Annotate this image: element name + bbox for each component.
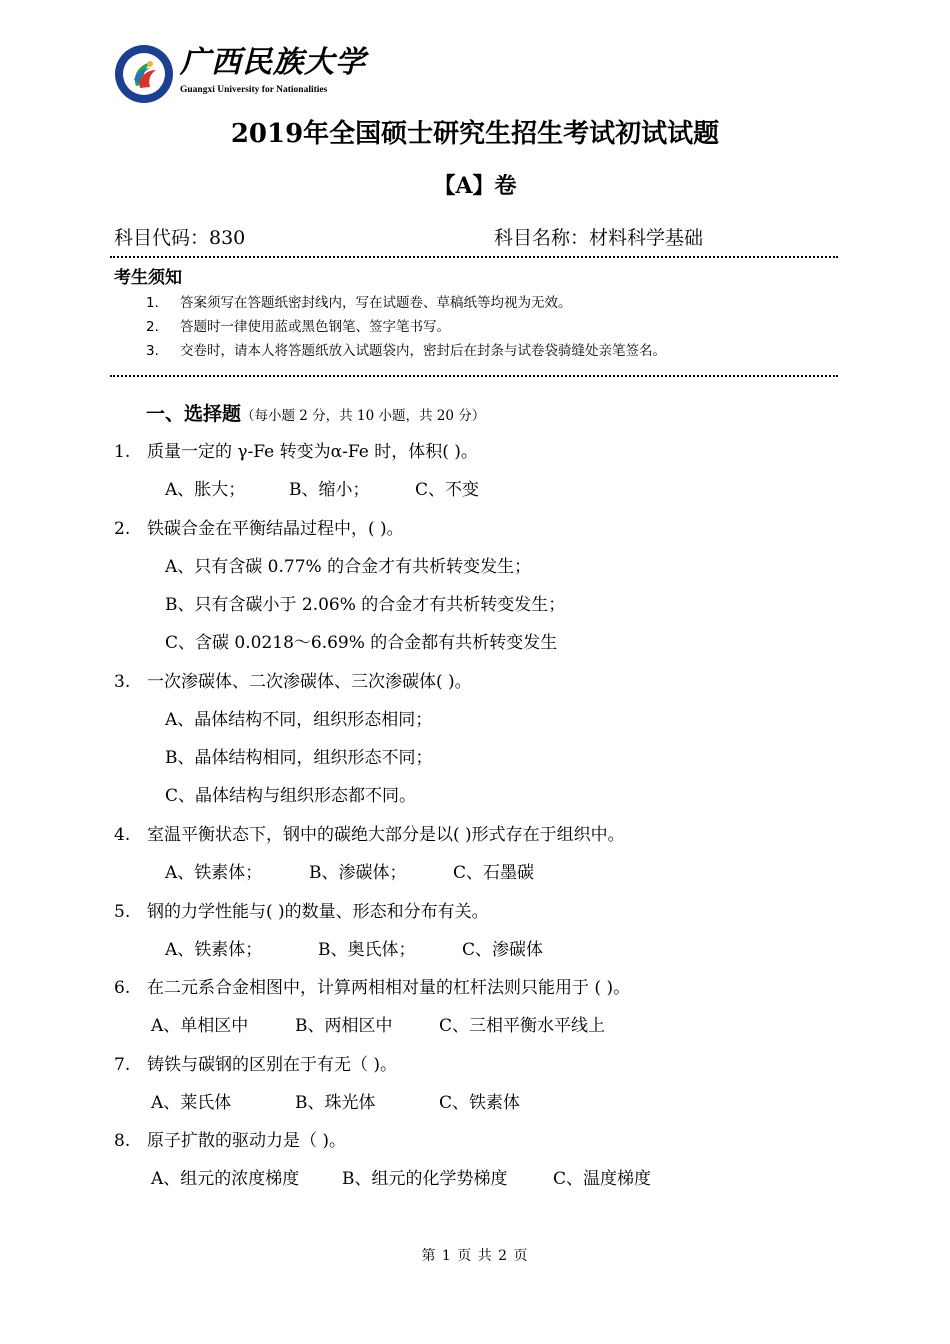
section-heading xyxy=(146,400,485,430)
option: C、石墨碳 xyxy=(453,863,535,883)
options-row xyxy=(151,1166,651,1192)
question-text: 质量一定的 γ-Fe 转变为α-Fe 时，体积( )。 xyxy=(147,442,478,462)
question-number: 2. xyxy=(114,519,131,539)
notice-item xyxy=(146,316,450,338)
option: A、铁素体； xyxy=(165,940,263,960)
question xyxy=(114,669,472,695)
notice-num: 1. xyxy=(146,295,159,311)
options-row xyxy=(165,477,479,503)
option: C、不变 xyxy=(415,480,480,500)
option: B、渗碳体； xyxy=(309,863,407,883)
question-text: 一次渗碳体、二次渗碳体、三次渗碳体( )。 xyxy=(147,672,472,692)
question-number: 8. xyxy=(114,1131,131,1151)
divider-top xyxy=(110,256,838,258)
question xyxy=(114,439,478,465)
question-text: 在二元系合金相图中，计算两相相对量的杠杆法则只能用于 ( )。 xyxy=(147,978,631,998)
question-text: 铁碳合金在平衡结晶过程中，( )。 xyxy=(147,519,404,539)
options-row xyxy=(165,937,543,963)
question xyxy=(114,899,489,925)
question xyxy=(114,975,630,1001)
question-text: 铸铁与碳钢的区别在于有无（ )。 xyxy=(147,1055,398,1075)
notice-item xyxy=(146,340,666,362)
options-row xyxy=(151,1013,605,1039)
question-number: 1. xyxy=(114,442,131,462)
exam-title: 2019年全国硕士研究生招生考试初试试题 xyxy=(230,119,720,149)
question-number: 5. xyxy=(114,902,131,922)
university-name-cn: 广西民族大学 xyxy=(180,45,366,80)
notice-title: 考生须知 xyxy=(114,268,182,288)
subject-name: 科目名称：材料科学基础 xyxy=(494,227,704,249)
question-text: 原子扩散的驱动力是（ )。 xyxy=(147,1131,347,1151)
notice-num: 2. xyxy=(146,319,159,335)
option: A、铁素体； xyxy=(165,863,263,883)
option: B、缩小； xyxy=(289,480,370,500)
option: B、两相区中 xyxy=(295,1016,393,1036)
university-logo-icon xyxy=(114,44,174,104)
option: A、胀大； xyxy=(165,480,246,500)
option: C、含碳 0.0218～6.69% 的合金都有共析转变发生 xyxy=(165,633,558,653)
option: C、铁素体 xyxy=(439,1093,521,1113)
question xyxy=(114,516,404,542)
options-row xyxy=(165,860,534,886)
question-text: 钢的力学性能与( )的数量、形态和分布有关。 xyxy=(147,902,489,922)
question xyxy=(114,822,625,848)
option: A、组元的浓度梯度 xyxy=(151,1169,300,1189)
exam-paper-version: 【A】卷 xyxy=(433,173,517,199)
question-number: 4. xyxy=(114,825,131,845)
question-number: 3. xyxy=(114,672,131,692)
subject-code: 科目代码：830 xyxy=(114,227,246,249)
question xyxy=(114,1128,346,1154)
university-name-en: Guangxi University for Nationalities xyxy=(180,85,328,95)
section-note: （每小题 2 分，共 10 小题，共 20 分） xyxy=(241,408,486,424)
option: B、只有含碳小于 2.06% 的合金才有共析转变发生； xyxy=(165,595,566,615)
option: C、三相平衡水平线上 xyxy=(439,1016,606,1036)
option: B、晶体结构相同，组织形态不同； xyxy=(165,748,433,768)
notice-num: 3. xyxy=(146,343,159,359)
section-title: 一、选择题 xyxy=(146,403,242,425)
question xyxy=(114,1052,397,1078)
option: A、单相区中 xyxy=(151,1016,249,1036)
option: B、组元的化学势梯度 xyxy=(342,1169,508,1189)
notice-item xyxy=(146,292,572,314)
notice-text: 交卷时，请本人将答题纸放入试题袋内，密封后在封条与试卷袋骑缝处亲笔签名。 xyxy=(180,343,666,359)
option: B、珠光体 xyxy=(295,1093,376,1113)
option: A、晶体结构不同，组织形态相同； xyxy=(165,710,433,730)
option: A、只有含碳 0.77% 的合金才有共析转变发生； xyxy=(165,557,532,577)
question-text: 室温平衡状态下，钢中的碳绝大部分是以( )形式存在于组织中。 xyxy=(147,825,625,845)
notice-text: 答题时一律使用蓝或黑色钢笔、签字笔书写。 xyxy=(180,319,450,335)
divider-bottom xyxy=(110,375,838,377)
question-number: 7. xyxy=(114,1055,131,1075)
page-number: 第 1 页 共 2 页 xyxy=(421,1248,529,1264)
option: A、莱氏体 xyxy=(151,1093,232,1113)
option: B、奥氏体； xyxy=(318,940,416,960)
option: C、晶体结构与组织形态都不同。 xyxy=(165,786,417,806)
question-number: 6. xyxy=(114,978,131,998)
options-row xyxy=(151,1090,520,1116)
option: C、渗碳体 xyxy=(462,940,544,960)
notice-text: 答案须写在答题纸密封线内，写在试题卷、草稿纸等均视为无效。 xyxy=(180,295,572,311)
option: C、温度梯度 xyxy=(553,1169,652,1189)
